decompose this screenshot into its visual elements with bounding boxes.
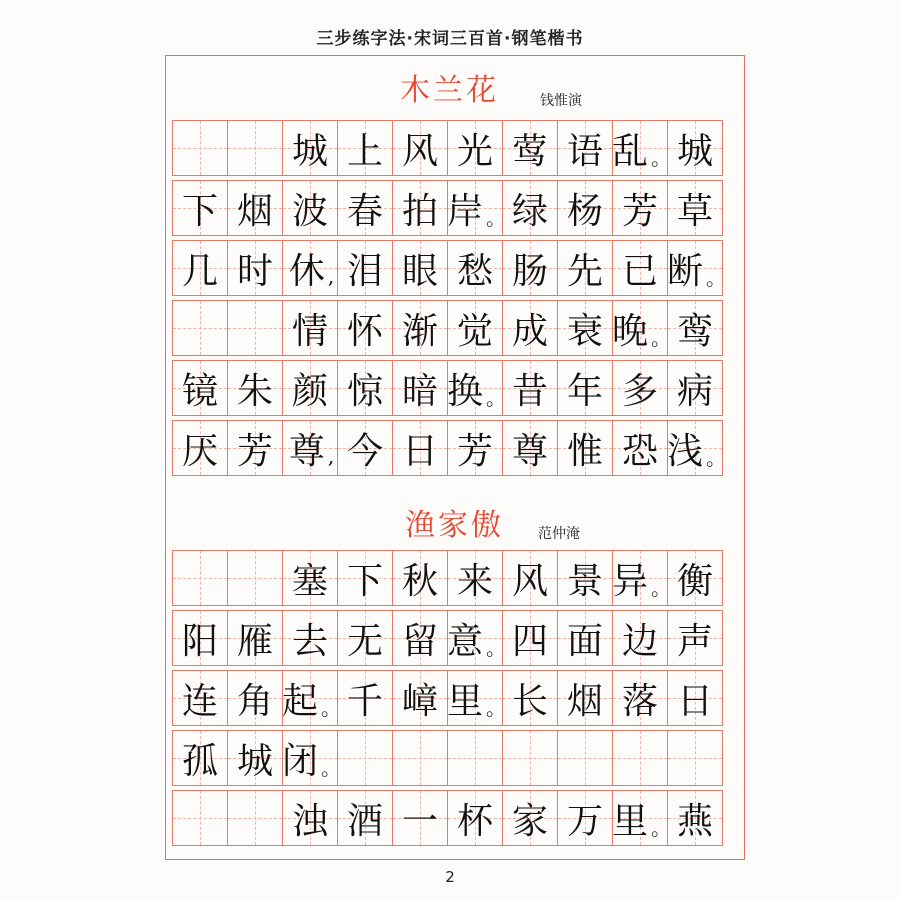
poem-title: 木兰花 (400, 73, 499, 108)
grid-cell (667, 730, 723, 786)
grid-cell (282, 180, 338, 236)
character: 衰 (566, 310, 603, 352)
character: 波 (291, 190, 328, 232)
character: 边 (621, 620, 658, 662)
punctuation-mark: 。 (706, 265, 727, 290)
character: 面 (566, 620, 603, 662)
grid-cell (337, 120, 393, 176)
character: 风 (401, 130, 438, 172)
grid-row (172, 240, 727, 296)
grid-cell (172, 180, 228, 236)
character: 声 (676, 620, 713, 662)
grid-cell (557, 120, 613, 176)
grid-cell (227, 180, 283, 236)
grid-cell (392, 550, 448, 606)
grid-cell (282, 730, 342, 786)
character: 先 (566, 250, 603, 292)
character: 怀 (346, 310, 383, 352)
grid-cell (667, 670, 723, 726)
character: 换 (447, 370, 484, 412)
character: 去 (291, 620, 328, 662)
character: 万 (566, 800, 603, 842)
character: 起 (282, 680, 319, 722)
grid-cell (392, 670, 448, 726)
grid-cell (667, 300, 723, 356)
character: 昔 (511, 370, 548, 412)
grid-cell (172, 610, 228, 666)
grid-cell (282, 610, 338, 666)
character: 肠 (511, 250, 548, 292)
grid-row (172, 670, 722, 726)
grid-cell (172, 670, 228, 726)
character: 落 (621, 680, 658, 722)
character: 一 (401, 800, 438, 842)
character: 颜 (291, 370, 328, 412)
character: 塞 (291, 560, 328, 602)
character: 惊 (346, 370, 383, 412)
character: 里 (447, 680, 484, 722)
character: 断 (667, 250, 704, 292)
punctuation-mark: 。 (651, 575, 672, 600)
character: 下 (346, 560, 383, 602)
grid-cell (667, 360, 723, 416)
character: 尊 (511, 430, 548, 472)
grid-row (172, 420, 727, 476)
character: 成 (511, 310, 548, 352)
grid-cell (392, 180, 448, 236)
character: 今 (346, 430, 383, 472)
grid-cell (447, 790, 503, 846)
grid-cell (172, 360, 228, 416)
character: 年 (566, 370, 603, 412)
character: 燕 (676, 800, 713, 842)
grid-cell (337, 730, 393, 786)
punctuation-mark: 。 (486, 635, 507, 660)
character: 上 (346, 130, 383, 172)
grid-cell (667, 790, 723, 846)
grid-cell (227, 790, 283, 846)
character: 晚 (612, 310, 649, 352)
punctuation-mark: 。 (321, 695, 342, 720)
grid-cell (392, 790, 448, 846)
character: 长 (511, 680, 548, 722)
character: 秋 (401, 560, 438, 602)
character: 烟 (566, 680, 603, 722)
character: 四 (511, 620, 548, 662)
character: 千 (346, 680, 383, 722)
book-header: 三步练字法·宋词三百首·钢笔楷书 (316, 29, 584, 49)
grid-row (172, 790, 722, 846)
punctuation-mark: 。 (486, 695, 507, 720)
character: 异 (612, 560, 649, 602)
grid-cell (172, 730, 228, 786)
poem-author: 范仲淹 (538, 526, 580, 542)
character: 朱 (236, 370, 273, 412)
character: 休 (288, 250, 325, 292)
character: 芳 (621, 190, 658, 232)
grid-cell (227, 610, 283, 666)
grid-cell (227, 120, 283, 176)
punctuation-mark: , (327, 444, 335, 468)
grid-cell (337, 420, 393, 476)
grid-row (172, 730, 722, 786)
poem-author: 钱惟演 (540, 93, 582, 109)
character: 春 (346, 190, 383, 232)
character: 惟 (566, 430, 603, 472)
character: 角 (236, 680, 273, 722)
character: 杨 (566, 190, 603, 232)
character: 泪 (346, 250, 383, 292)
grid-cell (612, 790, 672, 846)
punctuation-mark: 。 (651, 815, 672, 840)
grid-cell (667, 550, 723, 606)
grid-cell (447, 550, 503, 606)
grid-cell (502, 670, 558, 726)
poem-title: 渔家傲 (405, 508, 504, 543)
grid-cell (392, 360, 448, 416)
grid-cell (337, 300, 393, 356)
grid-cell (282, 360, 338, 416)
grid-cell (612, 300, 672, 356)
grid-cell (282, 550, 338, 606)
character: 意 (447, 620, 484, 662)
character: 几 (181, 250, 218, 292)
character: 语 (566, 130, 603, 172)
punctuation-mark: , (327, 264, 335, 288)
character: 家 (511, 800, 548, 842)
grid-cell (392, 120, 448, 176)
character: 觉 (456, 310, 493, 352)
character: 留 (401, 620, 438, 662)
character: 岸 (447, 190, 484, 232)
grid-cell (447, 120, 503, 176)
character: 鸾 (676, 310, 713, 352)
character: 日 (676, 680, 713, 722)
grid-cell (337, 550, 393, 606)
grid-cell (337, 180, 393, 236)
grid-cell (502, 420, 558, 476)
character: 无 (346, 620, 383, 662)
character: 浊 (291, 800, 328, 842)
character: 病 (676, 370, 713, 412)
character: 嶂 (401, 680, 438, 722)
character: 莺 (511, 130, 548, 172)
grid-row (172, 360, 722, 416)
grid-cell (557, 240, 613, 296)
grid-cell (557, 670, 613, 726)
grid-row (172, 180, 722, 236)
grid-cell (172, 550, 228, 606)
punctuation-mark: 。 (486, 385, 507, 410)
grid-row (172, 300, 722, 356)
character: 杯 (456, 800, 493, 842)
grid-cell (667, 610, 723, 666)
grid-cell (447, 240, 503, 296)
grid-cell (502, 730, 558, 786)
grid-cell (557, 790, 613, 846)
grid-cell (612, 120, 672, 176)
grid-cell (612, 670, 668, 726)
grid-cell (227, 730, 283, 786)
character: 下 (181, 190, 218, 232)
grid-cell (392, 420, 448, 476)
grid-cell (557, 420, 613, 476)
character: 渐 (401, 310, 438, 352)
grid-cell (447, 730, 503, 786)
grid-cell (667, 120, 723, 176)
character: 绿 (511, 190, 548, 232)
character: 光 (456, 130, 493, 172)
grid-cell (502, 120, 558, 176)
grid-cell (227, 360, 283, 416)
grid-cell (447, 180, 507, 236)
grid-cell (337, 610, 393, 666)
grid-row (172, 550, 722, 606)
character: 情 (291, 310, 328, 352)
grid-cell (557, 610, 613, 666)
character: 里 (612, 800, 649, 842)
grid-cell (337, 240, 393, 296)
grid-cell (502, 550, 558, 606)
character: 风 (511, 560, 548, 602)
grid-cell (337, 790, 393, 846)
grid-cell (227, 240, 283, 296)
character: 镜 (181, 370, 218, 412)
grid-cell (447, 420, 503, 476)
grid-cell (612, 730, 668, 786)
character: 雁 (236, 620, 273, 662)
character: 城 (291, 130, 328, 172)
character: 芳 (236, 430, 273, 472)
grid-cell (557, 300, 613, 356)
grid-cell (447, 610, 507, 666)
grid-cell (667, 240, 727, 296)
character: 城 (236, 740, 273, 782)
grid-cell (612, 240, 668, 296)
punctuation-mark: 。 (486, 205, 507, 230)
grid-cell (227, 300, 283, 356)
punctuation-mark: 。 (706, 445, 727, 470)
grid-cell (172, 420, 228, 476)
grid-cell (612, 180, 668, 236)
grid-cell (172, 120, 228, 176)
character: 眼 (401, 250, 438, 292)
character: 来 (456, 560, 493, 602)
grid-cell (227, 550, 283, 606)
grid-cell (557, 730, 613, 786)
grid-cell (282, 300, 338, 356)
grid-cell (557, 550, 613, 606)
grid-cell (282, 670, 342, 726)
character: 乱 (612, 130, 649, 172)
character: 恐 (621, 430, 658, 472)
grid-cell (502, 240, 558, 296)
character: 尊 (288, 430, 325, 472)
grid-cell (667, 180, 723, 236)
character: 暗 (401, 370, 438, 412)
punctuation-mark: 。 (651, 145, 672, 170)
character: 闭 (282, 740, 319, 782)
character: 连 (181, 680, 218, 722)
grid-cell (612, 610, 668, 666)
character: 景 (566, 560, 603, 602)
grid-cell (282, 120, 338, 176)
grid-cell (227, 420, 283, 476)
character: 日 (401, 430, 438, 472)
grid-cell (392, 610, 448, 666)
grid-row (172, 610, 722, 666)
grid-cell (612, 420, 668, 476)
grid-cell (337, 670, 393, 726)
punctuation-mark: 。 (651, 325, 672, 350)
character: 已 (621, 250, 658, 292)
grid-cell (282, 420, 338, 476)
grid-cell (447, 670, 507, 726)
grid-cell (502, 360, 558, 416)
character: 浅 (667, 430, 704, 472)
grid-cell (172, 300, 228, 356)
grid-cell (172, 790, 228, 846)
grid-cell (557, 360, 613, 416)
page-number: 2 (445, 868, 455, 886)
grid-cell (557, 180, 613, 236)
grid-cell (282, 240, 338, 296)
grid-cell (392, 300, 448, 356)
character: 城 (676, 130, 713, 172)
grid-cell (392, 730, 448, 786)
grid-cell (447, 300, 503, 356)
character: 阳 (181, 620, 218, 662)
grid-cell (172, 240, 228, 296)
character: 多 (621, 370, 658, 412)
character: 草 (676, 190, 713, 232)
character: 孤 (181, 740, 218, 782)
grid-row (172, 120, 722, 176)
grid-cell (667, 420, 727, 476)
grid-cell (612, 360, 668, 416)
grid-cell (502, 790, 558, 846)
grid-cell (447, 360, 507, 416)
grid-cell (227, 670, 283, 726)
grid-cell (502, 180, 558, 236)
punctuation-mark: 。 (321, 755, 342, 780)
grid-cell (612, 550, 672, 606)
grid-cell (392, 240, 448, 296)
grid-cell (502, 300, 558, 356)
character: 烟 (236, 190, 273, 232)
character: 愁 (456, 250, 493, 292)
grid-cell (282, 790, 338, 846)
grid-cell (502, 610, 558, 666)
character: 酒 (346, 800, 383, 842)
character: 衡 (676, 560, 713, 602)
character: 时 (236, 250, 273, 292)
grid-cell (337, 360, 393, 416)
character: 芳 (456, 430, 493, 472)
character: 拍 (401, 190, 438, 232)
character: 厌 (181, 430, 218, 472)
